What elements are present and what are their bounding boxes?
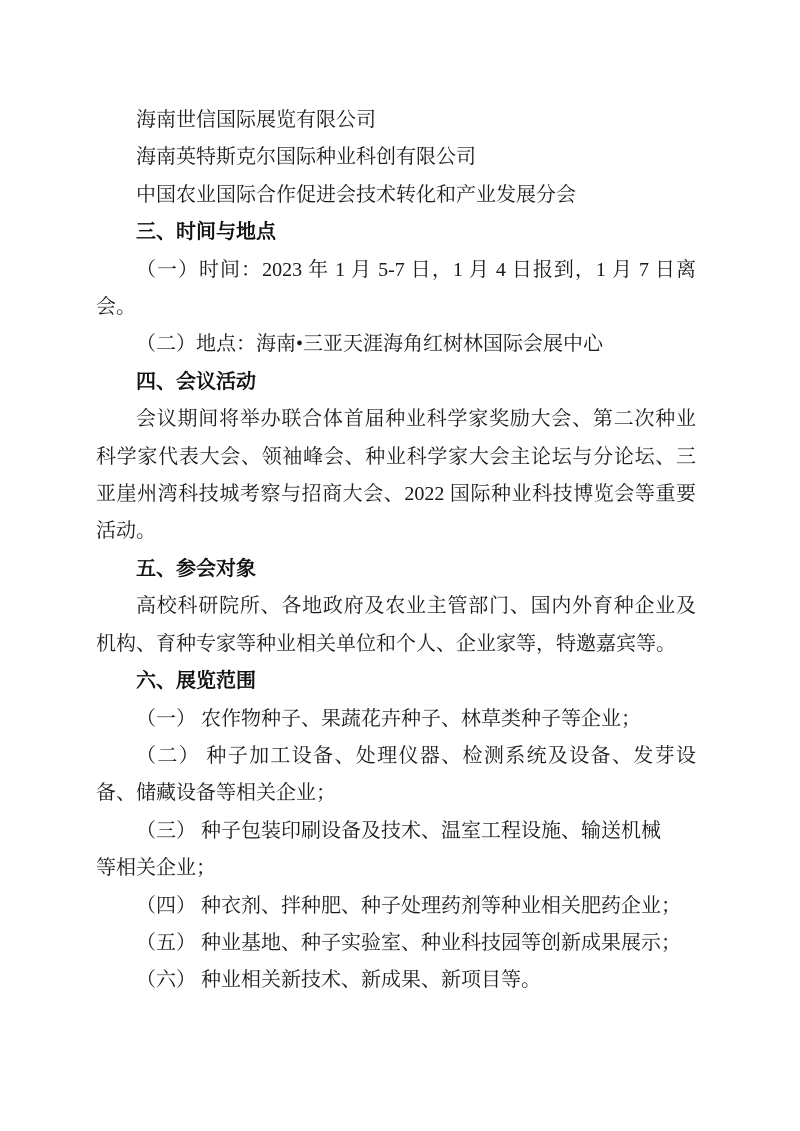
- exhibition-item-2-cont: 备、储藏设备等相关企业；: [96, 782, 336, 805]
- section-heading-time-place: 三、时间与地点: [136, 221, 276, 244]
- exhibition-item-4: （四） 种衣剂、拌种肥、种子处理药剂等种业相关肥药企业；: [136, 894, 681, 917]
- exhibition-item-6: （六） 种业相关新技术、新成果、新项目等。: [136, 969, 541, 992]
- paragraph-place-line: （二）地点：海南•三亚天涯海角红树林国际会展中心: [136, 333, 604, 356]
- paragraph-activities-line: 会议期间将举办联合体首届种业科学家奖励大会、第二次种业: [136, 408, 696, 431]
- section-heading-attendees: 五、参会对象: [136, 557, 256, 580]
- exhibition-item-3: （三） 种子包装印刷设备及技术、温室工程设施、输送机械: [136, 819, 661, 842]
- exhibition-item-1: （一） 农作物种子、果蔬花卉种子、林草类种子等企业；: [136, 707, 641, 730]
- paragraph-activities-line: 活动。: [96, 520, 156, 543]
- exhibition-item-3-cont: 等相关企业；: [96, 857, 216, 880]
- organizer-line: 海南世信国际展览有限公司: [136, 109, 376, 131]
- section-heading-activities: 四、会议活动: [136, 370, 256, 393]
- exhibition-item-5: （五） 种业基地、种子实验室、种业科技园等创新成果展示；: [136, 931, 681, 954]
- paragraph-time-line: 会。: [96, 296, 136, 319]
- paragraph-time-line: （一）时间：2023 年 1 月 5-7 日，1 月 4 日报到，1 月 7 日离: [136, 258, 696, 281]
- organizer-line: 海南英特斯克尔国际种业科创有限公司: [136, 146, 476, 169]
- exhibition-item-2: （二） 种子加工设备、处理仪器、检测系统及设备、发芽设: [136, 744, 696, 767]
- paragraph-activities-line: 科学家代表大会、领袖峰会、种业科学家大会主论坛与分论坛、三: [96, 445, 696, 468]
- paragraph-activities-line: 亚崖州湾科技城考察与招商大会、2022 国际种业科技博览会等重要: [96, 483, 696, 506]
- organizer-line: 中国农业国际合作促进会技术转化和产业发展分会: [136, 183, 576, 206]
- section-heading-exhibition-scope: 六、展览范围: [136, 670, 256, 693]
- paragraph-attendees-line: 机构、育种专家等种业相关单位和个人、企业家等，特邀嘉宾等。: [96, 632, 676, 655]
- paragraph-attendees-line: 高校科研院所、各地政府及农业主管部门、国内外育种企业及: [136, 595, 696, 618]
